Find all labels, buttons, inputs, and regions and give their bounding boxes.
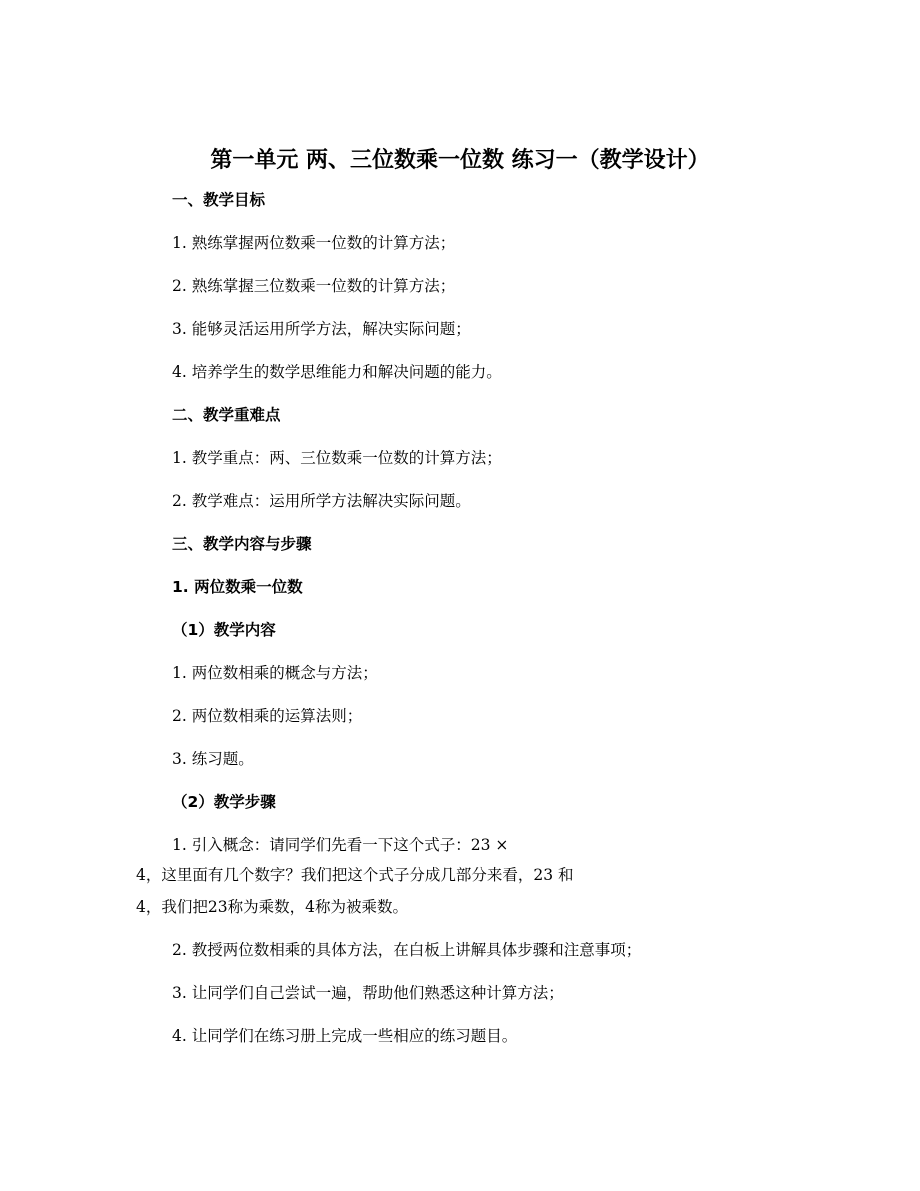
part-heading-two-digit: 1. 两位数乘一位数 — [172, 578, 303, 596]
content-item-1: 1. 两位数相乘的概念与方法； — [172, 664, 378, 682]
step-1-line-3: 4，我们把23称为乘数，4称为被乘数。 — [136, 898, 408, 916]
objective-item-2: 2. 熟练掌握三位数乘一位数的计算方法； — [172, 277, 456, 295]
document-title: 第一单元 两、三位数乘一位数 练习一（教学设计） — [210, 148, 710, 173]
step-1-line-2: 4，这里面有几个数字？我们把这个式子分成几部分来看，23 和 — [136, 866, 574, 884]
step-item-4: 4. 让同学们在练习册上完成一些相应的练习题目。 — [172, 1027, 518, 1045]
step-item-2: 2. 教授两位数相乘的具体方法，在白板上讲解具体步骤和注意事项； — [172, 941, 642, 959]
step-1-line-1: 1. 引入概念：请同学们先看一下这个式子：23 × — [172, 836, 509, 854]
objective-item-1: 1. 熟练掌握两位数乘一位数的计算方法； — [172, 234, 456, 252]
key-point-item-1: 1. 教学重点：两、三位数乘一位数的计算方法； — [172, 449, 502, 467]
section-heading-key-points: 二、教学重难点 — [172, 406, 281, 424]
objective-item-4: 4. 培养学生的数学思维能力和解决问题的能力。 — [172, 363, 502, 381]
section-heading-content-steps: 三、教学内容与步骤 — [172, 535, 312, 553]
content-item-3: 3. 练习题。 — [172, 750, 254, 768]
objective-item-3: 3. 能够灵活运用所学方法，解决实际问题； — [172, 320, 471, 338]
section-heading-objectives: 一、教学目标 — [172, 191, 266, 209]
step-item-3: 3. 让同学们自己尝试一遍，帮助他们熟悉这种计算方法； — [172, 984, 564, 1002]
key-point-item-2: 2. 教学难点：运用所学方法解决实际问题。 — [172, 492, 471, 510]
sub-heading-teaching-content: （1）教学内容 — [172, 621, 276, 639]
content-item-2: 2. 两位数相乘的运算法则； — [172, 707, 363, 725]
sub-heading-teaching-steps: （2）教学步骤 — [172, 793, 276, 811]
